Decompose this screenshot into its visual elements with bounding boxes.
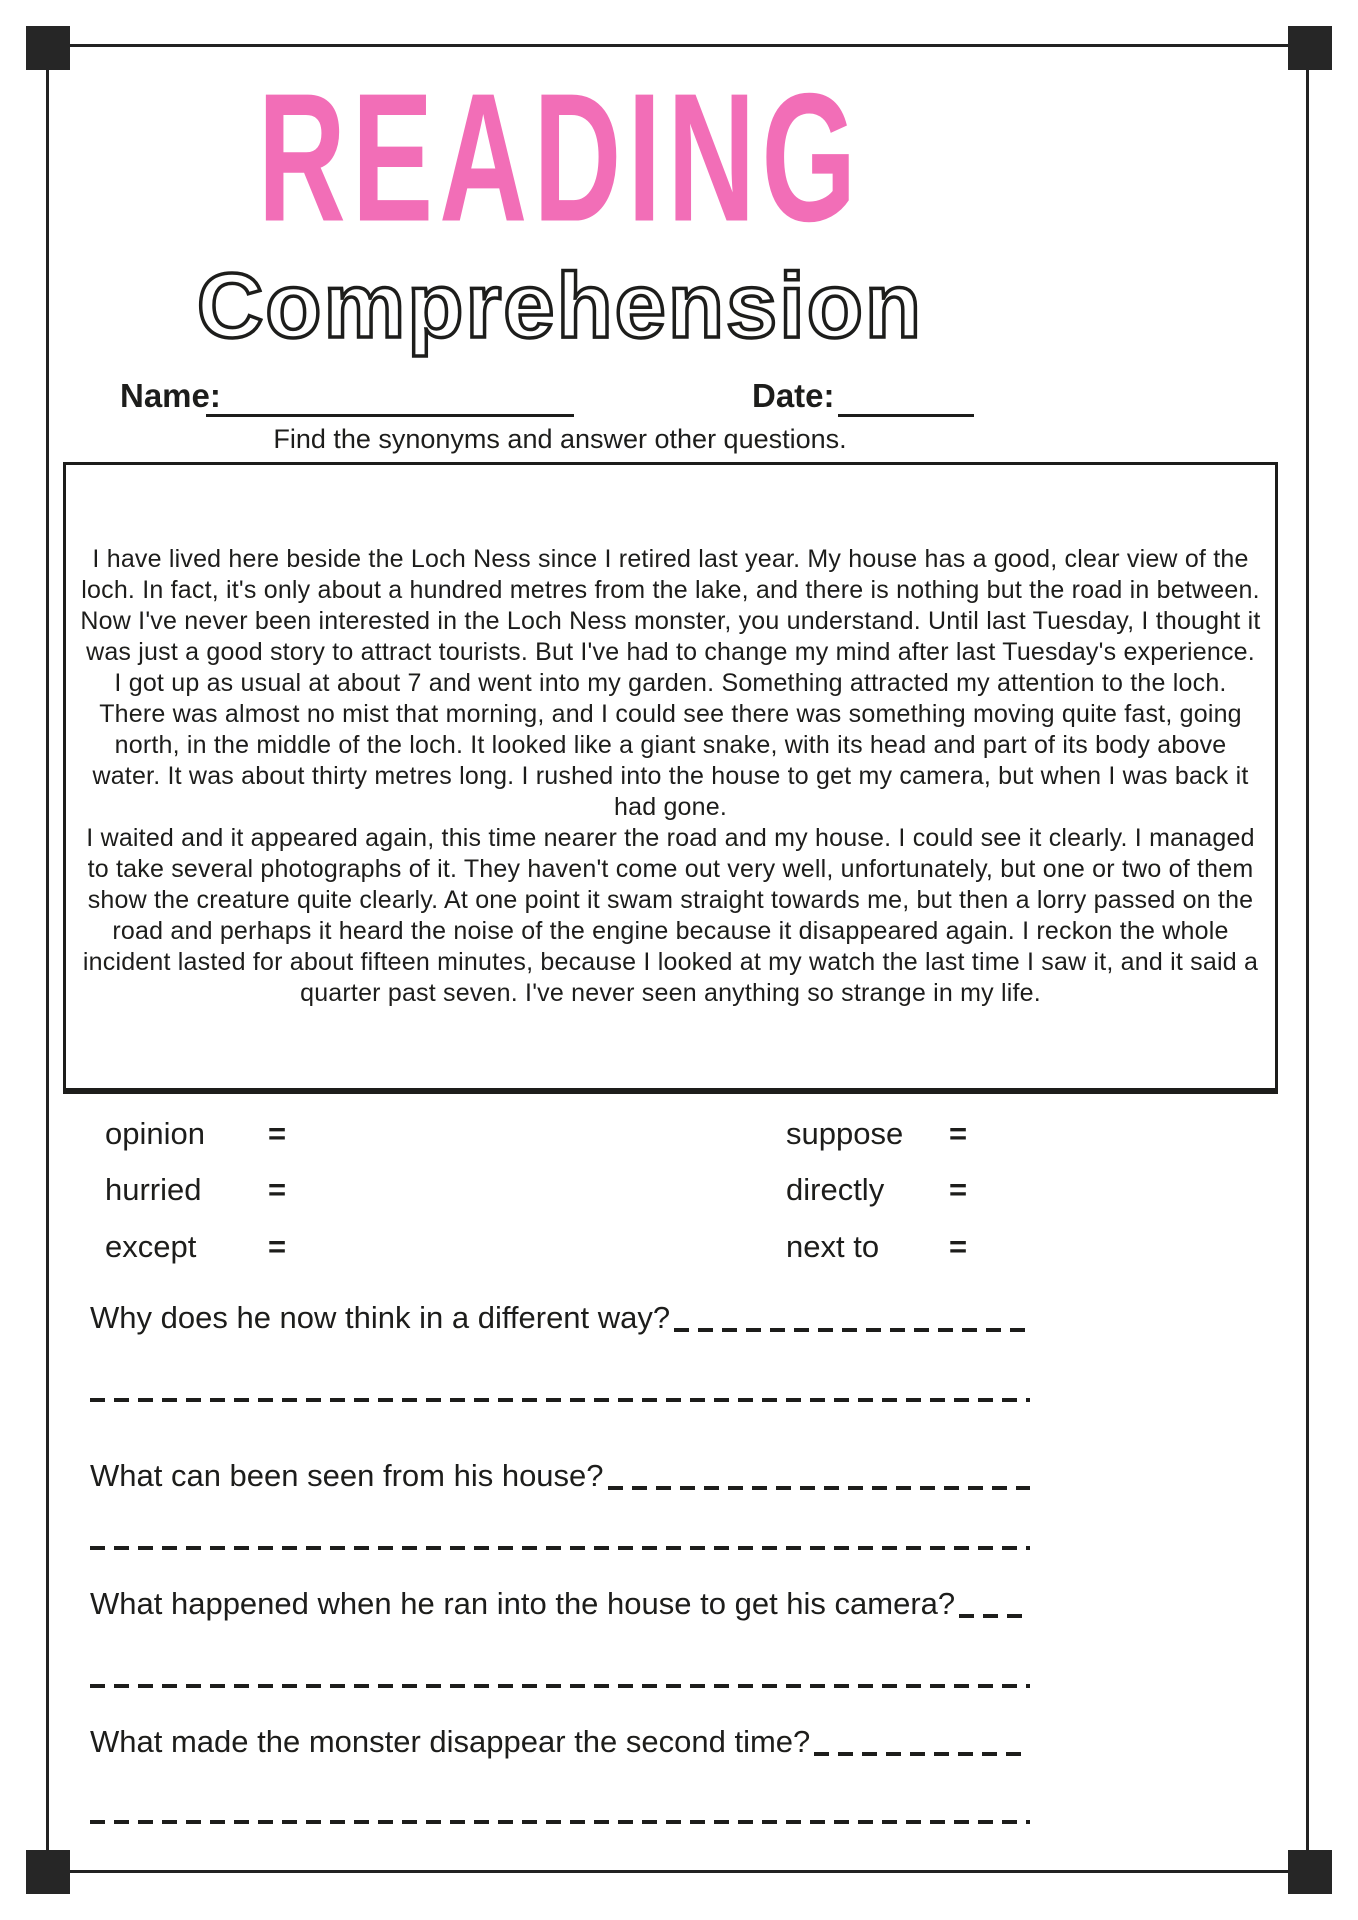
reading-passage-box	[63, 462, 1278, 1094]
equals-sign: =	[268, 1229, 287, 1264]
answer-blank-inline[interactable]	[608, 1486, 1030, 1490]
equals-sign: =	[949, 1172, 968, 1207]
answer-blank-line[interactable]	[90, 1820, 1030, 1824]
question-text: Why does he now think in a different way?	[90, 1300, 671, 1335]
answer-blank-line[interactable]	[90, 1546, 1030, 1550]
synonym-item-next-to	[786, 1229, 967, 1265]
question-row	[90, 1456, 1030, 1496]
answer-blank-inline[interactable]	[674, 1328, 1030, 1332]
synonym-word: except	[105, 1229, 197, 1264]
corner-square-bottom-left	[26, 1850, 70, 1894]
date-blank-line[interactable]	[838, 414, 974, 417]
passage-paragraph: I got up as usual at about 7 and went into my garden. Something attracted my attention to the loch. There was almost no mist that morning, and I could see there was something moving quite fast, going north, in the middle of the loch. It looked like a giant snake, with its head and part of its body above water. It was about thirty metres long. I rushed into the house to get my camera, but when I was back it had gone.	[92, 669, 1249, 821]
synonym-word: hurried	[105, 1172, 202, 1207]
synonym-item-suppose	[786, 1116, 967, 1152]
question-text: What can been seen from his house?	[90, 1458, 604, 1493]
equals-sign: =	[268, 1172, 287, 1207]
synonym-item-directly	[786, 1172, 967, 1208]
title-reading: READING	[257, 55, 863, 260]
question-text: What made the monster disappear the second time?	[90, 1724, 811, 1759]
question-text: What happened when he ran into the house to get his camera?	[90, 1586, 956, 1621]
name-blank-line[interactable]	[206, 414, 574, 417]
synonym-item-opinion	[105, 1116, 286, 1152]
synonym-item-hurried	[105, 1172, 286, 1208]
corner-square-top-left	[26, 26, 70, 70]
answer-blank-inline[interactable]	[814, 1752, 1030, 1756]
date-label: Date:	[752, 377, 835, 414]
synonym-word: directly	[786, 1172, 885, 1207]
question-row	[90, 1298, 1030, 1338]
passage-paragraph: I waited and it appeared again, this time nearer the road and my house. I could see it clearly. I managed to take several photographs of it. They haven't come out very well, unfortunately, but one or two of them show the creature quite clearly. At one point it swam straight towards me, but then a lorry passed on the road and perhaps it heard the noise of the engine because it disappeared again. I reckon the whole incident lasted for about fifteen minutes, because I looked at my watch the last time I saw it, and it said a quarter past seven. I've never seen anything so strange in my life.	[82, 824, 1259, 1007]
question-row	[90, 1584, 1030, 1624]
answer-blank-inline[interactable]	[959, 1614, 1030, 1618]
title-comprehension: Comprehension	[196, 255, 924, 357]
synonym-word: next to	[786, 1229, 880, 1264]
synonym-item-except	[105, 1229, 286, 1265]
synonym-word: suppose	[786, 1116, 904, 1151]
answer-blank-line[interactable]	[90, 1398, 1030, 1402]
passage-paragraph: I have lived here beside the Loch Ness since I retired last year. My house has a good, clear view of the loch. In fact, it's only about a hundred metres from the lake, and there is nothing but the road in between. Now I've never been interested in the Loch Ness monster, you understand. Until last Tuesday, I thought it was just a good story to attract tourists. But I've had to change my mind after last Tuesday's experience.	[80, 545, 1261, 666]
worksheet-title	[0, 55, 1120, 357]
corner-square-bottom-right	[1288, 1850, 1332, 1894]
answer-blank-line[interactable]	[90, 1684, 1030, 1688]
equals-sign: =	[268, 1116, 287, 1151]
equals-sign: =	[949, 1116, 968, 1151]
equals-sign: =	[949, 1229, 968, 1264]
name-label: Name:	[120, 377, 221, 414]
instruction-text: Find the synonyms and answer other questions.	[273, 424, 847, 454]
question-row	[90, 1722, 1030, 1762]
synonym-word: opinion	[105, 1116, 205, 1151]
corner-square-top-right	[1288, 26, 1332, 70]
